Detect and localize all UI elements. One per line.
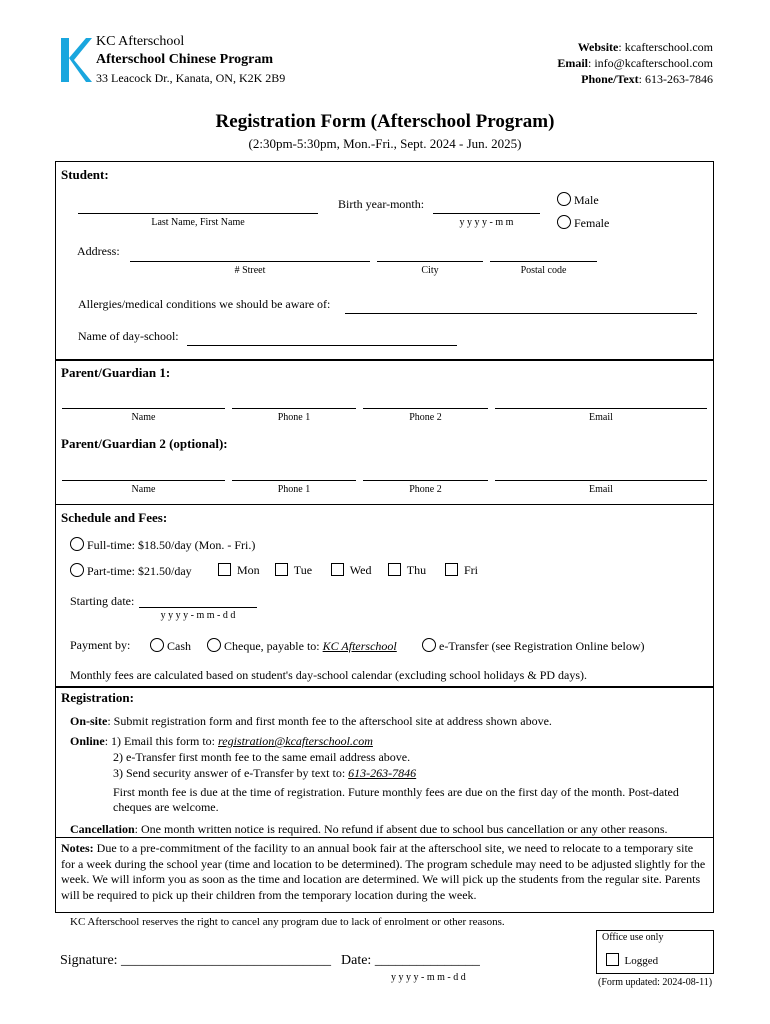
day-thu[interactable]: Thu <box>388 563 426 578</box>
parent1-email-caption: Email <box>589 412 613 423</box>
date-caption: y y y y - m m - d d <box>391 972 466 983</box>
payment-label: Payment by: <box>70 638 131 652</box>
day-tue[interactable]: Tue <box>275 563 312 578</box>
org-name: KC Afterschool <box>96 34 185 49</box>
parttime-radio[interactable] <box>70 563 84 577</box>
contact-block <box>557 39 713 87</box>
student-name-caption: Last Name, First Name <box>151 217 245 228</box>
registration-phone-link[interactable]: 613-263-7846 <box>348 766 417 780</box>
dayschool-label: Name of day-school: <box>78 329 179 343</box>
parent1-name-caption: Name <box>131 412 156 423</box>
cash-option[interactable]: Cash <box>150 638 191 654</box>
program-name: Afterschool Chinese Program <box>96 52 274 67</box>
student-heading: Student: <box>61 167 109 182</box>
parttime-option[interactable]: Part-time: $21.50/day <box>70 563 192 579</box>
office-use-label: Office use only <box>602 932 664 943</box>
online-step2: 2) e-Transfer first month fee to the same email address above. <box>113 750 411 764</box>
parent2-heading: Parent/Guardian 2 (optional): <box>61 436 228 451</box>
street-caption: # Street <box>234 265 266 276</box>
schedule-heading: Schedule and Fees: <box>61 510 168 525</box>
starting-field[interactable] <box>139 607 257 608</box>
kc-logo-icon <box>58 36 92 84</box>
form-title: Registration Form (Afterschool Program) <box>215 111 555 132</box>
cheque-option[interactable]: Cheque, payable to: KC Afterschool <box>207 638 397 654</box>
form-updated: (Form updated: 2024-08-11) <box>598 977 713 988</box>
logged-option[interactable]: Logged <box>606 953 658 967</box>
birth-field[interactable] <box>433 213 540 214</box>
form-subtitle: (2:30pm-5:30pm, Mon.-Fri., Sept. 2024 - Jun. 2025) <box>248 136 522 151</box>
male-option[interactable]: Male <box>557 192 599 208</box>
starting-caption: y y y y - m m - d d <box>160 610 236 621</box>
allergies-field[interactable] <box>345 313 697 314</box>
parent1-name-field[interactable] <box>62 408 225 409</box>
fri-checkbox[interactable] <box>445 563 458 576</box>
male-radio[interactable] <box>557 192 571 206</box>
cheque-radio[interactable] <box>207 638 221 652</box>
parent2-phone2-field[interactable] <box>363 480 488 481</box>
allergies-label: Allergies/medical conditions we should be aware of: <box>78 297 331 311</box>
parent2-phone2-caption: Phone 2 <box>409 484 442 495</box>
birth-label: Birth year-month: <box>338 197 425 211</box>
website-line: Website: kcafterschool.com <box>577 40 713 54</box>
online-step3: 3) Send security answer of e-Transfer by text to: 613-263-7846 <box>113 766 417 780</box>
logo <box>58 36 92 84</box>
parent1-heading: Parent/Guardian 1: <box>61 365 171 380</box>
online-line: Online: 1) Email this form to: registration@kcafterschool.com <box>70 734 373 748</box>
schedule-section <box>55 504 714 688</box>
etransfer-option[interactable]: e-Transfer (see Registration Online below) <box>422 638 645 654</box>
postal-field[interactable] <box>490 261 597 262</box>
day-mon[interactable]: Mon <box>218 563 260 578</box>
cash-radio[interactable] <box>150 638 164 652</box>
female-option[interactable]: Female <box>557 215 609 231</box>
email-line: Email: info@kcafterschool.com <box>557 56 713 70</box>
org-address: 33 Leacock Dr., Kanata, ON, K2K 2B9 <box>96 71 286 85</box>
etransfer-radio[interactable] <box>422 638 436 652</box>
student-name-field[interactable] <box>78 213 318 214</box>
parent1-email-field[interactable] <box>495 408 707 409</box>
phone-line: Phone/Text: 613-263-7846 <box>581 72 713 86</box>
registration-email-link[interactable]: registration@kcafterschool.com <box>218 734 373 748</box>
postal-caption: Postal code <box>520 265 567 276</box>
tue-checkbox[interactable] <box>275 563 288 576</box>
female-radio[interactable] <box>557 215 571 229</box>
thu-checkbox[interactable] <box>388 563 401 576</box>
cancellation-line: Cancellation: One month written notice is required. No refund if absent due to school bus cancellation or any other reasons. <box>70 822 668 836</box>
parent2-email-caption: Email <box>589 484 613 495</box>
address-label: Address: <box>77 244 120 258</box>
dayschool-field[interactable] <box>187 345 457 346</box>
fulltime-option[interactable]: Full-time: $18.50/day (Mon. - Fri.) <box>70 537 255 553</box>
parent2-name-field[interactable] <box>62 480 225 481</box>
wed-checkbox[interactable] <box>331 563 344 576</box>
birth-caption: y y y y - m m <box>459 217 514 228</box>
parent1-phone1-caption: Phone 1 <box>277 412 311 423</box>
day-wed[interactable]: Wed <box>331 563 372 578</box>
parent2-phone1-field[interactable] <box>232 480 356 481</box>
parent1-phone2-caption: Phone 2 <box>409 412 442 423</box>
logged-checkbox[interactable] <box>606 953 619 966</box>
starting-label: Starting date: <box>70 594 135 608</box>
city-field[interactable] <box>377 261 483 262</box>
parent2-email-field[interactable] <box>495 480 707 481</box>
signature-field[interactable]: Signature: ______________________________ <box>60 953 332 968</box>
mon-checkbox[interactable] <box>218 563 231 576</box>
city-caption: City <box>421 265 439 276</box>
parent1-phone1-field[interactable] <box>232 408 356 409</box>
date-field[interactable]: Date: _______________ <box>341 953 480 968</box>
onsite-line: On-site: Submit registration form and first month fee to the afterschool site at address shown above. <box>70 714 552 728</box>
due-note: First month fee is due at the time of registration. Future monthly fees are due on the first day of the month. Post-dated cheques are welcome. <box>113 785 679 814</box>
parent1-phone2-field[interactable] <box>363 408 488 409</box>
parent2-name-caption: Name <box>131 484 156 495</box>
notes-text: Notes: Due to a pre-commitment of the facility to an annual book fair at the afterschool site, we need to relocate to a temporary site for a week during the school year (time and location to be determined). The program schedule may need to be adjusted slightly for the week. We will inform you as soon as the time and location are determined. We will pick up the students from the regular site. Parents will be required to pick up their children from the temporary location during the week. <box>61 841 706 902</box>
day-fri[interactable]: Fri <box>445 563 478 578</box>
street-field[interactable] <box>130 261 370 262</box>
rights-note: KC Afterschool reserves the right to cancel any program due to lack of enrolment or other reasons. <box>70 916 505 928</box>
fulltime-radio[interactable] <box>70 537 84 551</box>
monthly-note: Monthly fees are calculated based on student's day-school calendar (excluding school holidays & PD days). <box>70 668 588 682</box>
registration-heading: Registration: <box>61 690 134 705</box>
parent2-phone1-caption: Phone 1 <box>277 484 311 495</box>
